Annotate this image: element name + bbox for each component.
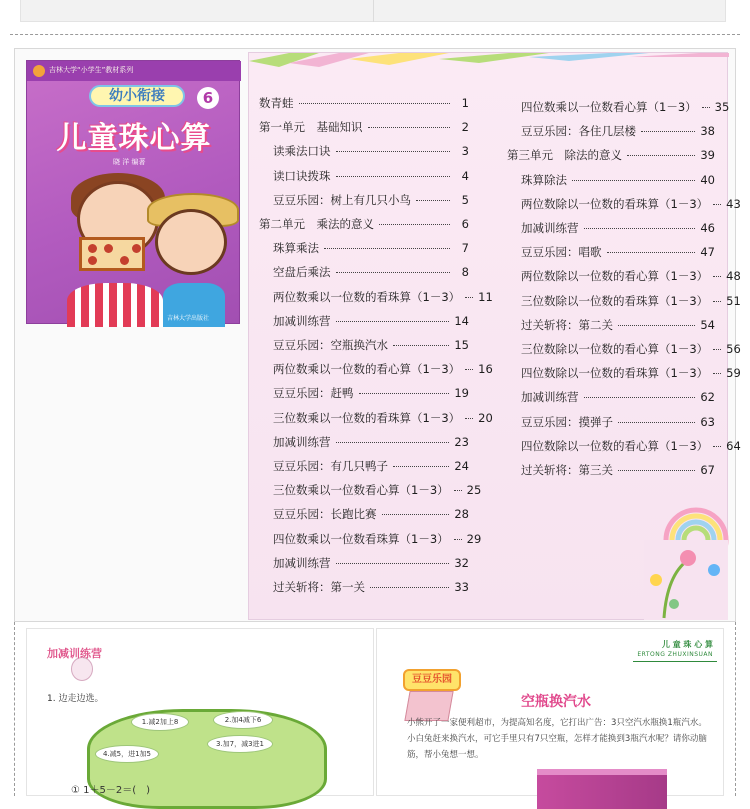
- toc-entry-title: 四位数除以一位数的看珠算（1－3）: [521, 366, 709, 381]
- toc-leader-dots: [584, 228, 696, 229]
- toc-entry-title: 豆豆乐园：长跑比赛: [273, 507, 377, 522]
- toc-entry-page: 6: [461, 217, 469, 231]
- toc-entry: [273, 579, 469, 599]
- toc-entry: [521, 462, 715, 482]
- toc-entry-page: 48: [726, 269, 741, 284]
- abacus-icon: [79, 237, 145, 271]
- cover-volume: 6: [197, 87, 219, 109]
- cover-publisher: 吉林大学“小学生”教材系列: [49, 66, 134, 74]
- toc-entry-title: 豆豆乐园：有几只鸭子: [273, 459, 388, 473]
- toc-entry-title: 珠算乘法: [273, 241, 319, 256]
- toc-entry-page: 54: [700, 317, 715, 332]
- toc-entry-title: 豆豆乐园：唱歌: [521, 245, 602, 260]
- toc-leader-dots: [627, 155, 695, 156]
- toc-entry-page: 32: [454, 555, 469, 570]
- toc-entry-page: 40: [700, 172, 715, 187]
- toc-entry: [273, 458, 469, 478]
- stone-label: 3.加7，减3进1: [207, 735, 273, 753]
- brand-rule: [633, 661, 717, 662]
- toc-entry-title: 读口诀拨珠: [273, 168, 331, 183]
- toc-entry: [273, 555, 469, 575]
- toc-entry-title: 两位数乘以一位数的看心算（1－3）: [273, 362, 461, 377]
- toc-entry: [259, 95, 469, 115]
- toc-entry-title: 豆豆乐园：赶鸭: [273, 386, 354, 401]
- toc-entry-page: 62: [700, 390, 715, 405]
- toc-entry-page: 25: [466, 483, 482, 498]
- toc-entry-page: 63: [700, 414, 715, 429]
- toc-entry-title: 过关斩将：第一关: [273, 580, 365, 594]
- toc-leader-dots: [299, 103, 451, 104]
- sample-left-question: 1. 边走边选。: [47, 694, 104, 704]
- toc-entry-page: 2: [461, 120, 469, 135]
- toc-entry-title: 加减训练营: [521, 390, 579, 405]
- toc-entry-title: 三位数乘以一位数的看珠算（1－3）: [273, 410, 461, 425]
- toc-entry: [521, 365, 741, 385]
- toc-entry-page: 46: [700, 221, 715, 235]
- toc-entry-title: 过关斩将：第二关: [521, 317, 613, 332]
- toc-entry-page: 1: [461, 96, 469, 110]
- strip-divider: [373, 0, 374, 22]
- toc-entry: [273, 192, 469, 212]
- toc-entry: [521, 99, 730, 119]
- toc-entry-page: 67: [700, 463, 715, 477]
- girl-dress-illustration: [67, 283, 163, 327]
- toc-entry: [521, 123, 715, 143]
- toc-entry-page: 29: [466, 531, 482, 546]
- toc-entry-title: 读乘法口诀: [273, 144, 331, 159]
- toc-leader-dots: [702, 107, 710, 108]
- toc-entry-title: 四位数乘以一位数看心算（1－3）: [521, 100, 697, 114]
- sample-brand-pinyin: ERTONG ZHUXINSUAN: [637, 651, 713, 658]
- toc-entry: [521, 172, 715, 192]
- toc-leader-dots: [324, 248, 450, 249]
- toc-entry-page: 16: [478, 362, 493, 377]
- toc-entry-title: 第二单元 乘法的意义: [259, 217, 374, 231]
- toc-entry-title: 两位数乘以一位数的看珠算（1－3）: [273, 289, 461, 304]
- toc-entry: [273, 289, 493, 309]
- sample-right-title: 空瓶换汽水: [521, 694, 591, 710]
- toc-leader-dots: [713, 349, 721, 350]
- toc-leader-dots: [713, 276, 721, 277]
- toc-entry-page: 59: [726, 366, 741, 381]
- toc-entry-page: 11: [478, 289, 493, 304]
- toc-entry: [259, 216, 469, 236]
- toc-entry-page: 14: [454, 313, 469, 328]
- toc-entry-title: 加减训练营: [273, 434, 331, 449]
- toc-entry: [521, 244, 715, 264]
- toc-leader-dots: [336, 151, 451, 152]
- toc-entry-title: 四位数除以一位数的看心算（1－3）: [521, 438, 709, 453]
- toc-entry: [273, 168, 469, 188]
- toc-entry: [521, 268, 741, 288]
- toc-entry-page: 51: [726, 293, 741, 308]
- toc-entry-title: 四位数乘以一位数看珠算（1－3）: [273, 531, 449, 546]
- flower-decoration: [644, 500, 728, 620]
- toc-leader-dots: [713, 204, 721, 205]
- sample-left-equation: ① 1＋5－2＝( ): [71, 785, 151, 796]
- toc-entry: [273, 264, 469, 284]
- toc-entry-title: 加减训练营: [273, 313, 331, 328]
- toc-entry: [273, 385, 469, 405]
- toc-leader-dots: [336, 442, 450, 443]
- toc-entry: [273, 531, 482, 551]
- toc-entry-title: 加减训练营: [521, 221, 579, 235]
- toc-entry-page: 5: [461, 192, 469, 207]
- publisher-logo-icon: [33, 65, 45, 77]
- book-cover: [26, 60, 240, 324]
- toc-entry-title: 珠算除法: [521, 172, 567, 187]
- rainbow-stripe-decoration: [249, 53, 729, 83]
- toc-entry-page: 23: [454, 434, 469, 449]
- toc-leader-dots: [368, 127, 451, 128]
- toc-leader-dots: [393, 345, 449, 346]
- toc-entry-title: 豆豆乐园：各住几层楼: [521, 124, 636, 139]
- toc-leader-dots: [584, 397, 696, 398]
- cover-title: 儿童珠心算: [56, 121, 212, 156]
- sample-page-left: [26, 628, 374, 796]
- toc-entry: [273, 410, 493, 430]
- toc-entry-page: 56: [726, 342, 741, 356]
- stone-label: 4.减5，进1加5: [95, 745, 159, 763]
- sample-badge: 豆豆乐园: [403, 669, 461, 691]
- toc-entry: [521, 438, 741, 458]
- toc-entry: [273, 506, 469, 526]
- toc-leader-dots: [336, 272, 451, 273]
- toc-leader-dots: [607, 252, 696, 253]
- box-illustration: [537, 769, 667, 809]
- boy-illustration: [155, 209, 227, 275]
- toc-leader-dots: [370, 587, 449, 588]
- toc-leader-dots: [713, 446, 721, 447]
- toc-leader-dots: [336, 321, 450, 322]
- cover-author: 晓 洋 编著: [113, 158, 146, 166]
- toc-leader-dots: [618, 325, 695, 326]
- toc-leader-dots: [641, 131, 695, 132]
- toc-leader-dots: [713, 301, 721, 302]
- sample-right-body: 小熊开了一家便利超市，为提高知名度，它打出广告：3只空汽水瓶换1瓶汽水。小白兔赶来换汽水，可它手里只有7只空瓶，怎样才能换到3瓶汽水呢？请你动脑筋，帮小兔想一想。: [407, 718, 707, 760]
- toc-entry-page: 3: [461, 144, 469, 159]
- toc-leader-dots: [416, 200, 450, 201]
- toc-leader-dots: [359, 393, 450, 394]
- dashed-separator: [10, 34, 740, 35]
- toc-entry: [273, 434, 469, 454]
- toc-entry-title: 三位数乘以一位数看心算（1－3）: [273, 483, 449, 498]
- toc-entry-page: 20: [478, 410, 493, 425]
- toc-entry-title: 空盘后乘法: [273, 265, 331, 280]
- toc-entry-page: 35: [714, 100, 730, 114]
- toc-entry-title: 豆豆乐园：摸弹子: [521, 414, 613, 429]
- toc-leader-dots: [379, 224, 450, 225]
- toc-entry: [273, 337, 469, 357]
- toc-entry-title: 数青蛙: [259, 96, 294, 110]
- toc-entry-page: 47: [700, 245, 715, 260]
- toc-entry-page: 33: [454, 580, 469, 594]
- toc-entry-title: 两位数除以一位数的看心算（1－3）: [521, 269, 709, 284]
- toc-leader-dots: [572, 180, 695, 181]
- stone-label: 2.加4减下6: [213, 711, 273, 729]
- toc-entry-title: 第三单元 除法的意义: [507, 148, 622, 163]
- toc-leader-dots: [382, 514, 450, 515]
- toc-entry: [521, 220, 715, 240]
- toc-entry: [521, 293, 741, 313]
- toc-entry-title: 豆豆乐园：空瓶换汽水: [273, 338, 388, 352]
- toc-entry: [273, 482, 482, 502]
- cover-bottom-publisher: 吉林大学出版社: [167, 315, 210, 322]
- toc-entry: [273, 143, 469, 163]
- toc-entry-title: 第一单元 基础知识: [259, 120, 363, 135]
- toc-entry-page: 43: [726, 196, 741, 211]
- toc-leader-dots: [454, 539, 462, 540]
- toc-leader-dots: [618, 422, 695, 423]
- toc-entry: [273, 313, 469, 333]
- toc-entry: [273, 240, 469, 260]
- toc-entry-page: 19: [454, 386, 469, 401]
- toc-entry-title: 三位数除以一位数的看珠算（1－3）: [521, 293, 709, 308]
- previous-page-strip: [20, 0, 726, 22]
- toc-entry-page: 4: [461, 168, 469, 183]
- toc-entry: [521, 389, 715, 409]
- toc-entry: [259, 119, 469, 139]
- toc-leader-dots: [336, 563, 450, 564]
- toc-entry-title: 加减训练营: [273, 555, 331, 570]
- toc-entry-page: 24: [454, 459, 469, 473]
- toc-entry: [521, 196, 741, 216]
- toc-entry-page: 7: [461, 241, 469, 256]
- toc-entry: [507, 147, 715, 167]
- toc-entry-page: 8: [461, 265, 469, 280]
- toc-leader-dots: [713, 373, 721, 374]
- toc-leader-dots: [454, 490, 462, 491]
- toc-entry-page: 38: [700, 124, 715, 139]
- sample-brand: 儿 童 珠 心 算: [661, 640, 713, 649]
- toc-leader-dots: [336, 176, 451, 177]
- toc-entry-page: 15: [454, 338, 469, 352]
- toc-leader-dots: [465, 418, 473, 419]
- toc-entry: [273, 361, 493, 381]
- toc-entry-page: 64: [726, 438, 741, 453]
- toc-entry-page: 28: [454, 507, 469, 522]
- toc-leader-dots: [618, 470, 695, 471]
- toc-leader-dots: [465, 369, 473, 370]
- toc-entry-title: 过关斩将：第三关: [521, 463, 613, 477]
- toc-entry-title: 两位数除以一位数的看珠算（1－3）: [521, 196, 709, 211]
- toc-entry: [521, 341, 741, 361]
- sample-left-heading: 加减训练营: [47, 647, 102, 660]
- toc-leader-dots: [393, 466, 449, 467]
- toc-entry-title: 三位数除以一位数的看心算（1－3）: [521, 342, 709, 356]
- stone-label: 1.减2加上8: [131, 713, 189, 731]
- cover-series: 幼小衔接: [89, 85, 185, 107]
- toc-entry-title: 豆豆乐园：树上有几只小鸟: [273, 192, 411, 207]
- toc-entry-page: 39: [700, 148, 715, 163]
- toc-leader-dots: [465, 297, 473, 298]
- toc-entry: [521, 414, 715, 434]
- toc-entry: [521, 317, 715, 337]
- sample-page-right: [376, 628, 724, 796]
